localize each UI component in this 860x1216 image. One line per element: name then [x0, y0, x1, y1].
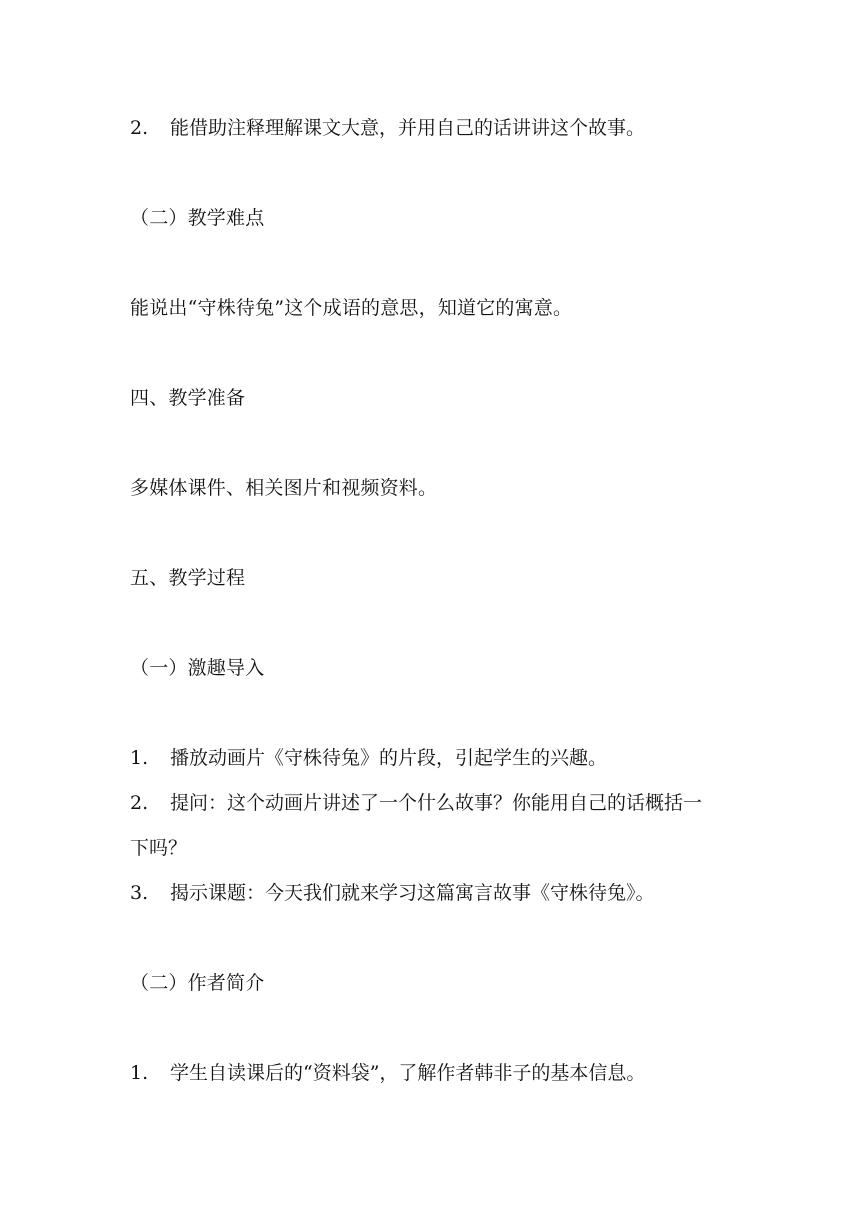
intro-item-2 [130, 790, 702, 816]
list-text: 提问：这个动画片讲述了一个什么故事？你能用自己的话概括一 [170, 792, 703, 814]
intro-item-2-continuation: 下吗？ [130, 837, 188, 859]
objective-item-2 [130, 115, 645, 141]
paragraph-preparation: 多媒体课件、相关图片和视频资料。 [130, 477, 438, 499]
section-heading-difficulty: （二）教学难点 [130, 207, 265, 229]
section-heading-process: 五、教学过程 [130, 567, 246, 589]
list-text: 学生自读课后的“资料袋”，了解作者韩非子的基本信息。 [170, 1062, 646, 1084]
author-item-1 [130, 1060, 645, 1086]
section-heading-preparation: 四、教学准备 [130, 387, 246, 409]
list-number: 2. [130, 117, 149, 139]
intro-item-3 [130, 880, 655, 906]
section-heading-author: （二）作者简介 [130, 972, 265, 994]
list-number: 3. [130, 882, 149, 904]
section-heading-intro: （一）激趣导入 [130, 657, 265, 679]
list-text: 播放动画片《守株待兔》的片段，引起学生的兴趣。 [170, 747, 608, 769]
intro-item-1 [130, 745, 607, 771]
list-number: 1. [130, 1062, 149, 1084]
paragraph-difficulty: 能说出“守株待兔”这个成语的意思，知道它的寓意。 [130, 297, 573, 319]
list-text: 能借助注释理解课文大意，并用自己的话讲讲这个故事。 [170, 117, 646, 139]
list-number: 1. [130, 747, 149, 769]
list-number: 2. [130, 792, 149, 814]
list-text: 揭示课题：今天我们就来学习这篇寓言故事《守株待兔》。 [170, 882, 655, 904]
